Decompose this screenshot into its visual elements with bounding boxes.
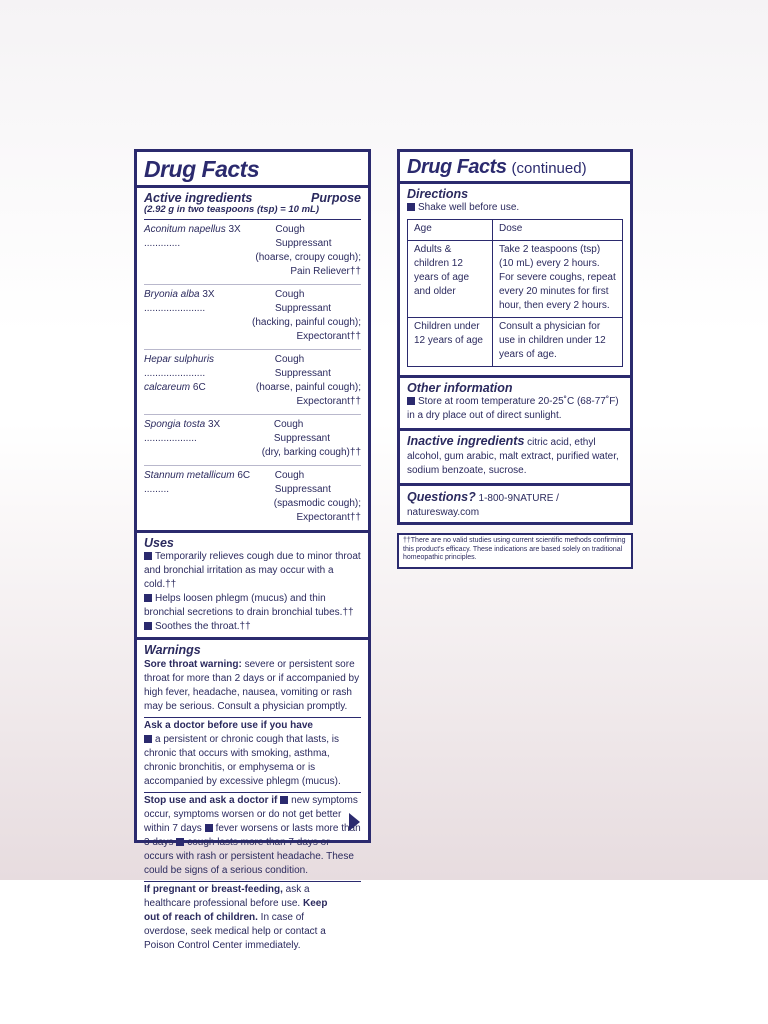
- other-information-heading: Other information: [407, 381, 513, 395]
- bullet-icon: [407, 397, 415, 405]
- questions-section: [400, 486, 630, 524]
- ask-doctor-warning: Ask a doctor before use if you have a persistent or chronic cough that lasts, is chronic that occurs with smoking, asthma, chronic bronchitis, or emphysema or is accompanied by excessive phlegm (mucus).: [144, 718, 361, 793]
- title-section: [137, 152, 368, 188]
- bullet-icon: [144, 552, 152, 560]
- footnote-box: [397, 533, 633, 569]
- shake-instruction: Shake well before use.: [407, 201, 623, 215]
- active-ingredients-heading: Active ingredients: [144, 191, 253, 205]
- inactive-ingredients-section: [400, 431, 630, 486]
- table-header: Dose: [493, 220, 623, 241]
- warnings-section: [137, 640, 368, 956]
- bullet-icon: [205, 824, 213, 832]
- table-row: [408, 241, 623, 318]
- ingredient-row: Stannum metallicum 6C ......... Cough Suppressant (spasmodic cough); Expectorant††: [144, 470, 361, 523]
- other-information-section: [400, 378, 630, 431]
- bullet-icon: [144, 735, 152, 743]
- drug-facts-continued-panel: [397, 149, 633, 525]
- panel-title: Drug Facts: [144, 156, 260, 182]
- table-cell: Adults & children 12 years of age and older: [408, 241, 493, 318]
- purpose-heading: Purpose: [310, 191, 361, 205]
- questions-contact: Questions? 1-800-9NATURE / naturesway.com: [407, 490, 559, 518]
- uses-item: Soothes the throat.††: [144, 620, 361, 634]
- pregnancy-warning: If pregnant or breast-feeding, ask a healthcare professional before use. Keep out of reach of children. In case of overdose, seek medical help or contact a Poison Control Center immediately.: [144, 884, 328, 951]
- table-cell: Consult a physician for use in children under 12 years of age.: [493, 318, 623, 367]
- table-header-row: [408, 220, 623, 241]
- directions-section: [400, 184, 630, 378]
- stop-use-warning: Stop use and ask a doctor if new symptoms occur, symptoms worsen or do not get better within 7 days fever worsens or lasts more than 3 days cough lasts more than 7 days or occurs with rash or persistent headache. These could be signs of a serious condition.: [144, 793, 361, 882]
- bullet-icon: [144, 594, 152, 602]
- uses-section: [137, 533, 368, 640]
- ingredient-row: Aconitum napellus 3X ............. Cough Suppressant (hoarse, croupy cough); Pain Reliever††: [144, 220, 361, 285]
- directions-heading: Directions: [407, 187, 469, 201]
- table-header: Age: [408, 220, 493, 241]
- ingredient-row: Bryonia alba 3X ...................... Cough Suppressant (hacking, painful cough); Expectorant††: [144, 285, 361, 350]
- bullet-icon: [176, 838, 184, 846]
- dosage-table: [407, 219, 623, 367]
- table-cell: Children under 12 years of age: [408, 318, 493, 367]
- ingredient-row: Spongia tosta 3X ................... Cough Suppressant (dry, barking cough)††: [144, 415, 361, 466]
- active-ingredients-section: [137, 188, 368, 533]
- uses-item: Helps loosen phlegm (mucus) and thin bronchial secretions to drain bronchial tubes.††: [144, 593, 354, 618]
- uses-item: Temporarily relieves cough due to minor throat and bronchial irritation as may occur with a cold.††: [144, 551, 361, 590]
- warnings-heading: Warnings: [144, 643, 201, 657]
- ingredient-row: Hepar sulphuris ...................... Cough Suppressant calcareum 6C (hoarse, painful cough); Expectorant††: [144, 350, 361, 415]
- sore-throat-warning: Sore throat warning: severe or persistent sore throat for more than 2 days or if accompanied by high fever, headache, nausea, vomiting or rash may be serious. Consult a physician promptly.: [144, 657, 361, 718]
- table-cell: Take 2 teaspoons (tsp) (10 mL) every 2 hours. For severe coughs, repeat every 20 minutes for first hour, then every 2 hours.: [493, 241, 623, 318]
- bullet-icon: [144, 622, 152, 630]
- footnote-text: ††There are no valid studies using current scientific methods confirming this product's efficacy. These indications are based solely on traditional homeopathic principles.: [403, 537, 626, 561]
- table-row: [408, 318, 623, 367]
- bullet-icon: [280, 796, 288, 804]
- drug-facts-panel: [134, 149, 371, 951]
- serving-size: (2.92 g in two teaspoons (tsp) = 10 mL): [144, 204, 361, 220]
- panel-title: Drug Facts (continued): [407, 156, 587, 178]
- storage-info: Store at room temperature 20-25˚C (68-77˚F) in a dry place out of direct sunlight.: [407, 396, 619, 421]
- uses-heading: Uses: [144, 536, 174, 550]
- continue-arrow-icon: [349, 813, 360, 831]
- bullet-icon: [407, 203, 415, 211]
- inactive-ingredients: Inactive ingredients citric acid, ethyl alcohol, gum arabic, malt extract, purified water, sodium benzoate, sucrose.: [407, 434, 619, 476]
- title-section: [400, 152, 630, 184]
